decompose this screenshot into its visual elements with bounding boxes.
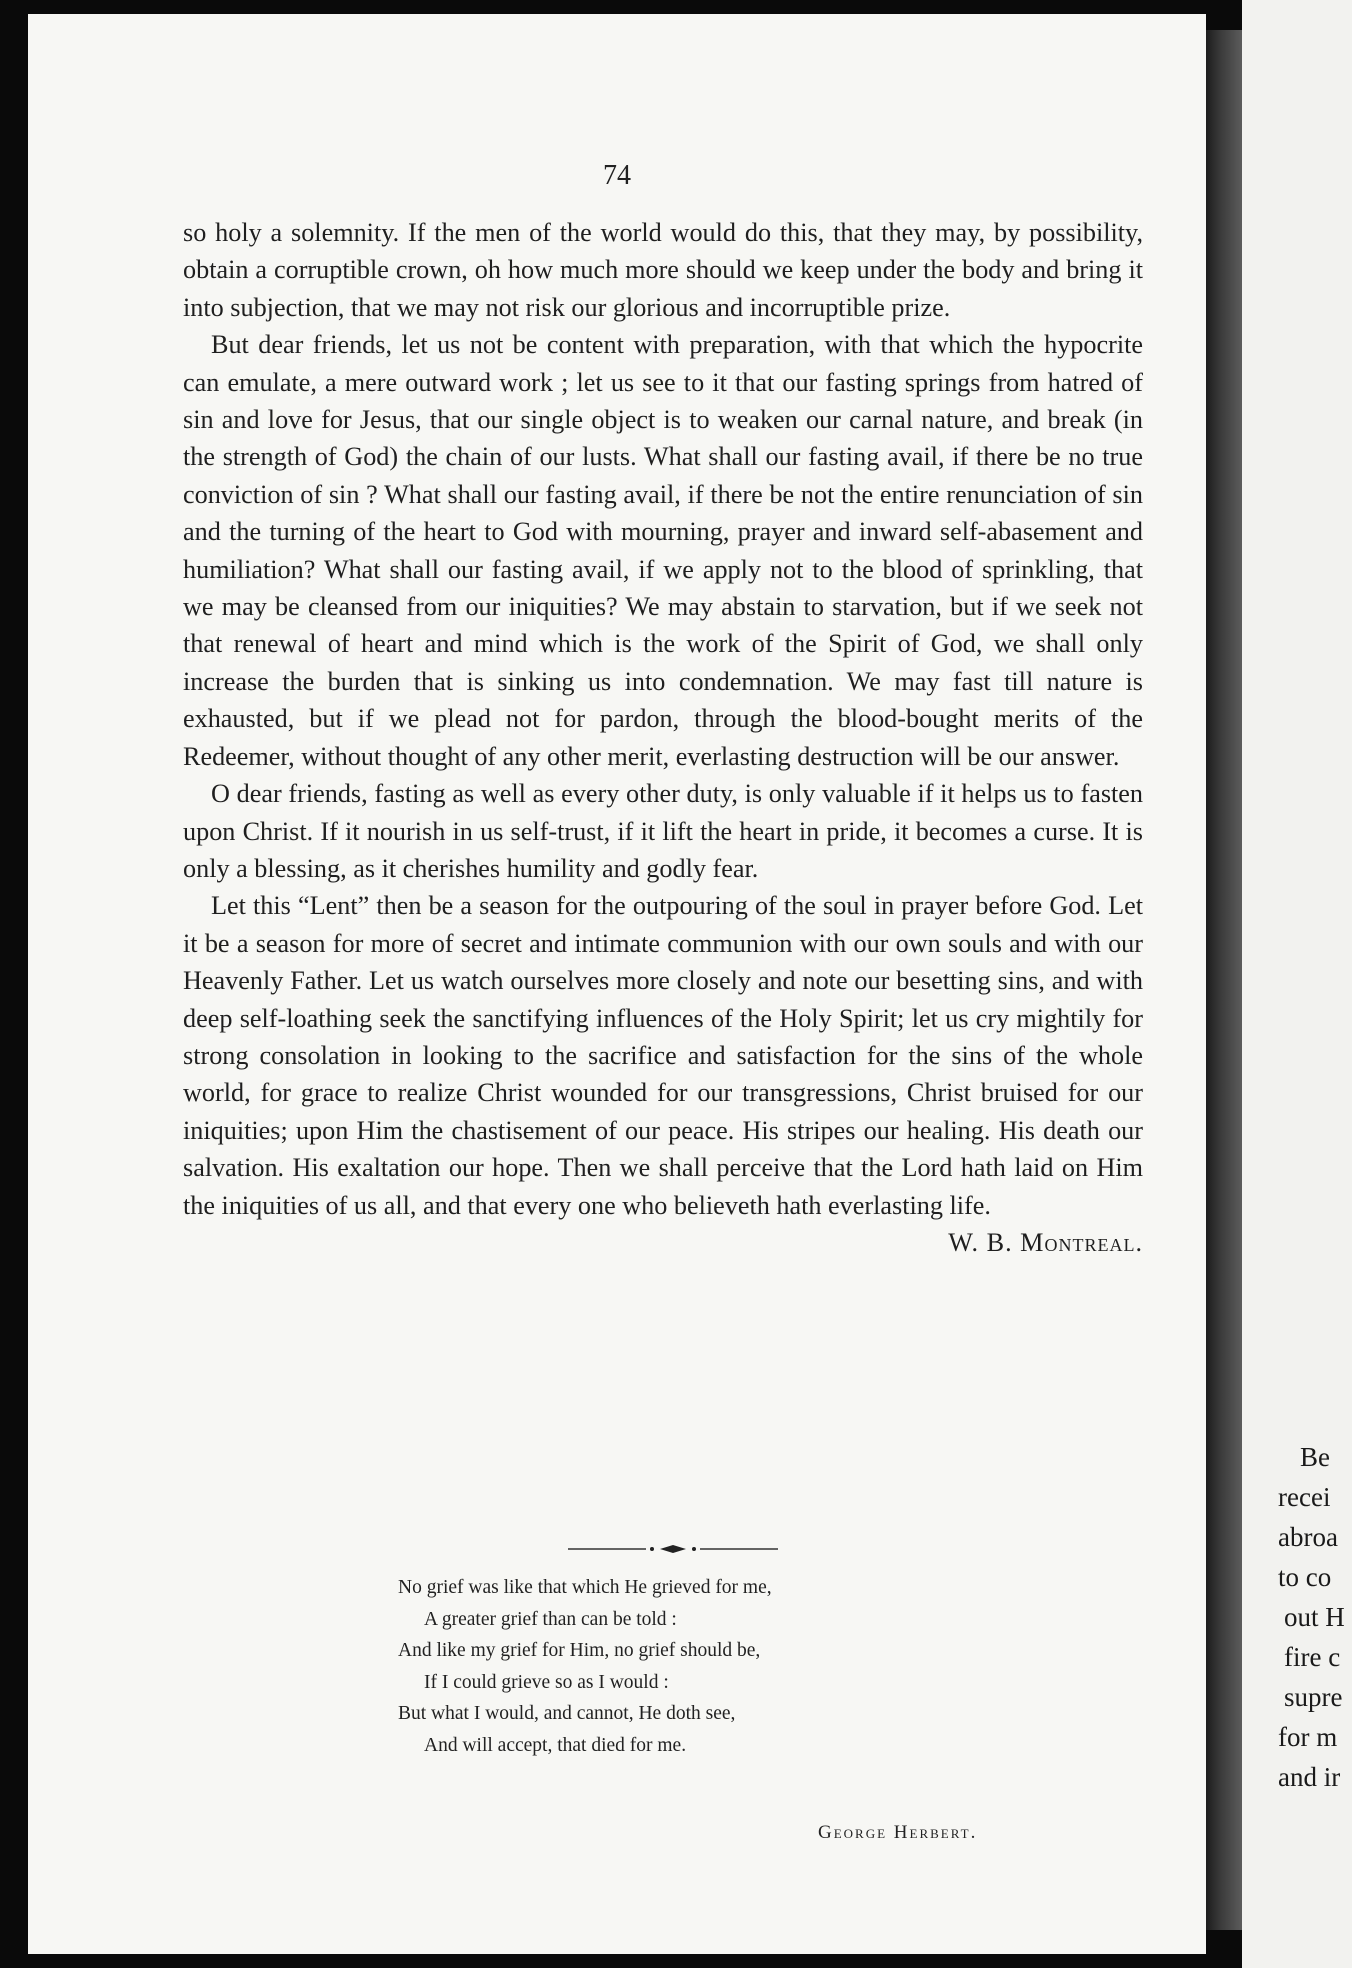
paragraph-3: O dear friends, fasting as well as every other duty, is only valuable if it helps us to fasten upon Christ. If it nourish in us self-trust, if it lift the heart in pride, it becomes a curse. It is only a blessing, as it cherishes humility and godly fear. [183,779,1143,883]
adjacent-page-fragment: to co [1278,1562,1332,1592]
paragraph-4-text: Let this “Lent” then be a season for the outpouring of the soul in prayer before God. Let it be a season for more of secret and intimate communion with our own souls and with our Heavenly Father. Let us watch ourselves more closely and note our besetting sins, and with deep self-loathing seek the sanctifying influences of the Holy Spirit; let us cry mightily for strong consolation in looking to the sacrifice and satisfaction for the sins of the whole world, for grace to realize Christ wounded for our transgressions, Christ bruised for our iniquities; upon Him the chastisement of our peace. His stripes our healing. His death our salvation. His exaltation our hope. Then we shall perceive that the Lord hath laid on Him the iniquities of us all, and that every one who believeth hath everlasting life. [183,891,1143,1220]
poem-author: George Herbert. [818,1822,978,1843]
adjacent-page-fragment: fire c [1284,1642,1341,1672]
book-page [28,14,1206,1954]
adjacent-page-fragment: and ir [1278,1762,1341,1792]
article-body [183,214,1143,1261]
article-signature: W. B. Montreal. [948,1227,1143,1257]
poem-line-1: No grief was like that which He grieved for me, [398,1577,772,1598]
poem [398,1572,1018,1761]
poem-line-6: And will accept, that died for me. [424,1734,687,1756]
adjacent-page-fragment: for m [1278,1722,1338,1752]
paragraph-1: so holy a solemnity. If the men of the world would do this, that they may, by possibility, obtain a corruptible crown, oh how much more should we keep under the body and bring it into subjection, that we may not risk our glorious and incorruptible prize. [183,218,1143,322]
book-gutter [1206,30,1242,1930]
adjacent-page-fragment: Be [1300,1442,1330,1472]
adjacent-page-edge [1242,0,1352,1968]
ornament-divider [568,1544,778,1554]
poem-line-4: If I could grieve so as I would : [424,1671,669,1693]
adjacent-page-fragment: abroa [1278,1522,1338,1552]
page-number: 74 [603,160,631,191]
poem-line-3: And like my grief for Him, no grief should be, [398,1640,761,1661]
adjacent-page-fragment: out H [1284,1602,1345,1632]
poem-line-2: A greater grief than can be told : [424,1608,677,1630]
adjacent-page-fragment: supre [1284,1682,1343,1712]
paragraph-4 [183,887,1143,1257]
paragraph-2: But dear friends, let us not be content with preparation, with that which the hypocrite can emulate, a mere outward work ; let us see to it that our fasting springs from hatred of sin and love for Jesus, that our single object is to weaken our carnal nature, and break (in the strength of God) the chain of our lusts. What shall our fasting avail, if there be no true conviction of sin ? What shall our fasting avail, if there be not the entire renunciation of sin and the turning of the heart to God with mourning, prayer and inward self-abasement and humiliation? What shall our fasting avail, if we apply not to the blood of sprinkling, that we may be cleansed from our iniquities? We may abstain to starvation, but if we seek not that renewal of heart and mind which is the work of the Spirit of God, we shall only increase the burden that is sinking us into condemnation. We may fast till nature is exhausted, but if we plead not for pardon, through the blood-bought merits of the Redeemer, without thought of any other merit, everlasting destruction will be our answer. [183,330,1143,771]
poem-line-5: But what I would, and cannot, He doth see, [398,1703,736,1724]
adjacent-page-fragment: recei [1278,1482,1331,1512]
